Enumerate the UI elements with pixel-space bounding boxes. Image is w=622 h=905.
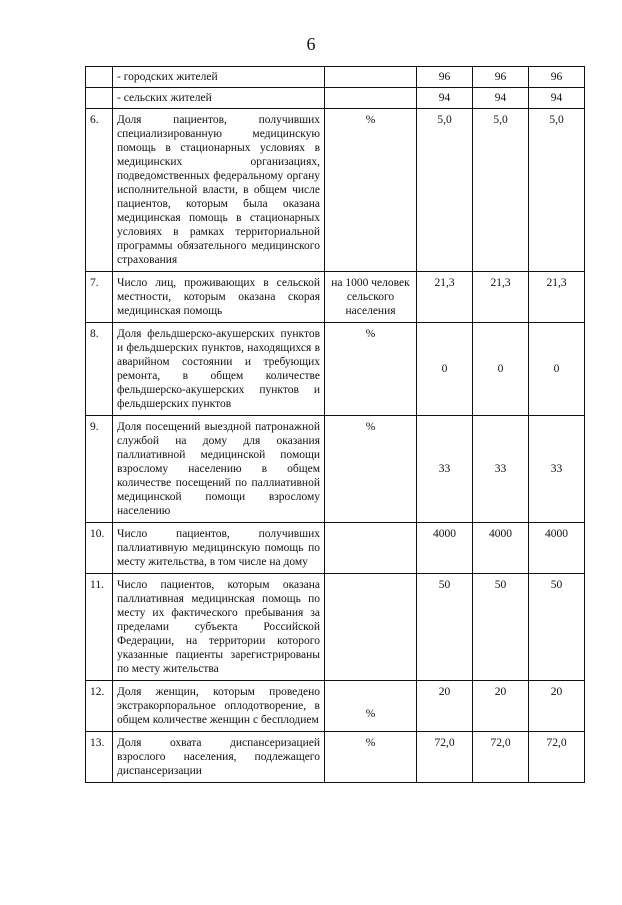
row-number: 7.: [86, 272, 113, 323]
indicator-name: - городских жителей: [113, 67, 325, 88]
table-row: [86, 574, 585, 681]
unit-cell: %: [325, 681, 417, 732]
value-year-1: 0: [417, 323, 473, 416]
indicator-name: Доля пациентов, получивших специализированную медицинскую помощь в стационарных условиях в медицинских организациях, подведомственных федеральному органу исполнительной власти, в общем числе пациентов, которым была оказана медицинская помощь в стационарных условиях в рамках территориальной программы обязательного медицинского страхования: [113, 109, 325, 272]
value-year-3: 33: [529, 416, 585, 523]
value-year-2: 96: [473, 67, 529, 88]
value-year-3: 0: [529, 323, 585, 416]
row-number: [86, 67, 113, 88]
row-number: 10.: [86, 523, 113, 574]
row-number: 12.: [86, 681, 113, 732]
unit-cell: [325, 523, 417, 574]
unit-cell: на 1000 человек сельского населения: [325, 272, 417, 323]
table-row: [86, 109, 585, 272]
page-number: 6: [306, 34, 316, 54]
indicator-name: Доля женщин, которым проведено экстракорпоральное оплодотворение, в общем количестве женщин с бесплодием: [113, 681, 325, 732]
unit-cell: %: [325, 732, 417, 783]
unit-cell: %: [325, 109, 417, 272]
value-year-2: 21,3: [473, 272, 529, 323]
value-year-1: 21,3: [417, 272, 473, 323]
value-year-1: 20: [417, 681, 473, 732]
value-year-2: 33: [473, 416, 529, 523]
value-year-3: 20: [529, 681, 585, 732]
table-row: [86, 523, 585, 574]
indicator-name: Число пациентов, которым оказана паллиативная медицинская помощь по месту их фактического пребывания за пределами субъекта Российской Федерации, на территории которого указанные пациенты зарегистрированы по месту жительства: [113, 574, 325, 681]
value-year-2: 50: [473, 574, 529, 681]
value-year-3: 5,0: [529, 109, 585, 272]
value-year-1: 50: [417, 574, 473, 681]
indicator-name: Число пациентов, получивших паллиативную медицинскую помощь по месту жительства, в том числе на дому: [113, 523, 325, 574]
unit-cell: [325, 88, 417, 109]
table-row: [86, 681, 585, 732]
value-year-3: 50: [529, 574, 585, 681]
indicator-name: Доля фельдшерско-акушерских пунктов и фельдшерских пунктов, находящихся в аварийном состоянии и требующих ремонта, в общем количестве фельдшерско-акушерских пунктов и фельдшерских пунктов: [113, 323, 325, 416]
value-year-3: 4000: [529, 523, 585, 574]
indicator-name: Доля посещений выездной патронажной службой на дому для оказания паллиативной медицинской помощи взрослому населению в общем количестве посещений по паллиативной медицинской помощи взрослому населению: [113, 416, 325, 523]
value-year-2: 72,0: [473, 732, 529, 783]
value-year-3: 96: [529, 67, 585, 88]
value-year-2: 94: [473, 88, 529, 109]
row-number: 6.: [86, 109, 113, 272]
indicator-name: Число лиц, проживающих в сельской местности, которым оказана скорая медицинская помощь: [113, 272, 325, 323]
value-year-1: 96: [417, 67, 473, 88]
row-number: 9.: [86, 416, 113, 523]
value-year-1: 33: [417, 416, 473, 523]
indicators-table: [85, 66, 585, 783]
table-row: [86, 272, 585, 323]
value-year-1: 94: [417, 88, 473, 109]
value-year-1: 4000: [417, 523, 473, 574]
value-year-1: 72,0: [417, 732, 473, 783]
value-year-2: 0: [473, 323, 529, 416]
unit-cell: [325, 574, 417, 681]
value-year-2: 5,0: [473, 109, 529, 272]
row-number: 13.: [86, 732, 113, 783]
unit-cell: [325, 67, 417, 88]
table-row: [86, 732, 585, 783]
value-year-2: 4000: [473, 523, 529, 574]
indicator-name: - сельских жителей: [113, 88, 325, 109]
value-year-2: 20: [473, 681, 529, 732]
table-row: [86, 416, 585, 523]
indicator-name: Доля охвата диспансеризацией взрослого населения, подлежащего диспансеризации: [113, 732, 325, 783]
table-row: [86, 88, 585, 109]
unit-cell: %: [325, 416, 417, 523]
value-year-3: 21,3: [529, 272, 585, 323]
value-year-3: 94: [529, 88, 585, 109]
table-row: [86, 323, 585, 416]
value-year-1: 5,0: [417, 109, 473, 272]
row-number: [86, 88, 113, 109]
value-year-3: 72,0: [529, 732, 585, 783]
table-row: [86, 67, 585, 88]
row-number: 11.: [86, 574, 113, 681]
unit-cell: %: [325, 323, 417, 416]
row-number: 8.: [86, 323, 113, 416]
